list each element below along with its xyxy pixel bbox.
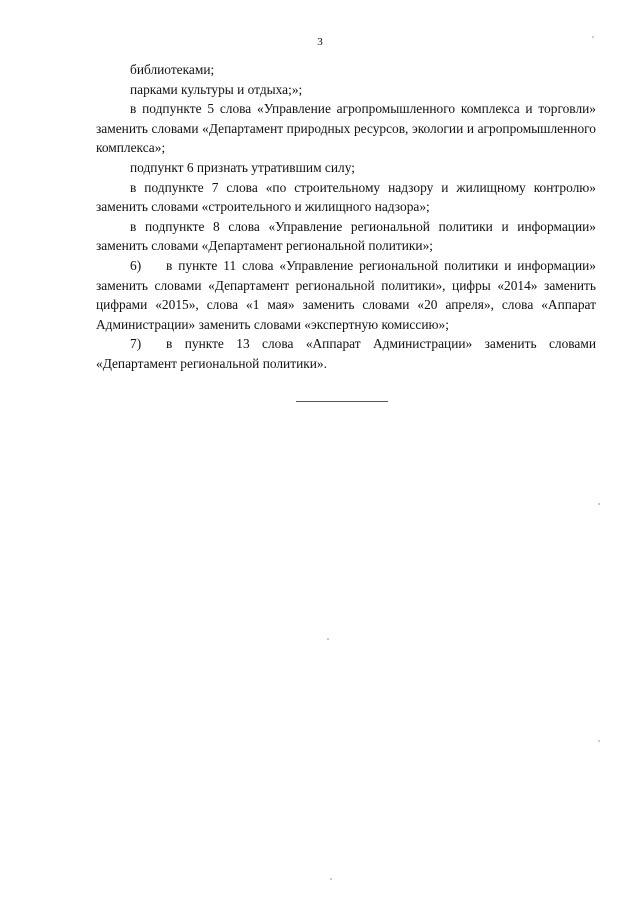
- closing-separator-line: [296, 401, 388, 402]
- paragraph-subclause-7: [96, 178, 596, 217]
- paragraph-parks: [96, 80, 596, 100]
- paragraph-subclause-5: [96, 99, 596, 158]
- scan-speck: [598, 740, 600, 742]
- scan-speck: [592, 36, 594, 38]
- item-number: 7): [130, 336, 142, 352]
- page-number: 3: [317, 36, 323, 48]
- scan-speck: [327, 638, 329, 640]
- paragraph-text: парками культуры и отдыха;»;: [130, 81, 303, 97]
- paragraph-subclause-8: [96, 217, 596, 256]
- paragraph-text: в пункте 13 слова «Аппарат Администрации» заменить словами «Департамент региональной политики».: [96, 336, 596, 371]
- paragraph-item-6: [96, 256, 596, 334]
- item-number: 6): [130, 257, 142, 273]
- document-body: [96, 60, 596, 374]
- paragraph-libraries: [96, 60, 596, 80]
- paragraph-text: в пункте 11 слова «Управление региональной политики и информации» заменить словами «Департамент региональной политики», цифры «2014» заменить цифрами «2015», слова «1 мая» заменить словами «20 апреля», слова «Аппарат Администрации» заменить словами «экспертную комиссию»;: [96, 257, 596, 332]
- paragraph-item-7: [96, 334, 596, 373]
- scan-speck: [330, 878, 332, 880]
- scan-speck: [598, 503, 600, 505]
- paragraph-subclause-6: [96, 158, 596, 178]
- paragraph-text: в подпункте 7 слова «по строительному надзору и жилищному контролю» заменить словами «строительного и жилищного надзора»;: [96, 179, 596, 215]
- paragraph-text: в подпункте 8 слова «Управление региональной политики и информации» заменить словами «Департамент региональной политики»;: [96, 218, 596, 254]
- paragraph-text: подпункт 6 признать утратившим силу;: [130, 159, 355, 175]
- paragraph-text: в подпункте 5 слова «Управление агропромышленного комплекса и торговли» заменить словами «Департамент природных ресурсов, экологии и агропромышленного комплекса»;: [96, 101, 596, 156]
- paragraph-text: библиотеками;: [130, 62, 215, 77]
